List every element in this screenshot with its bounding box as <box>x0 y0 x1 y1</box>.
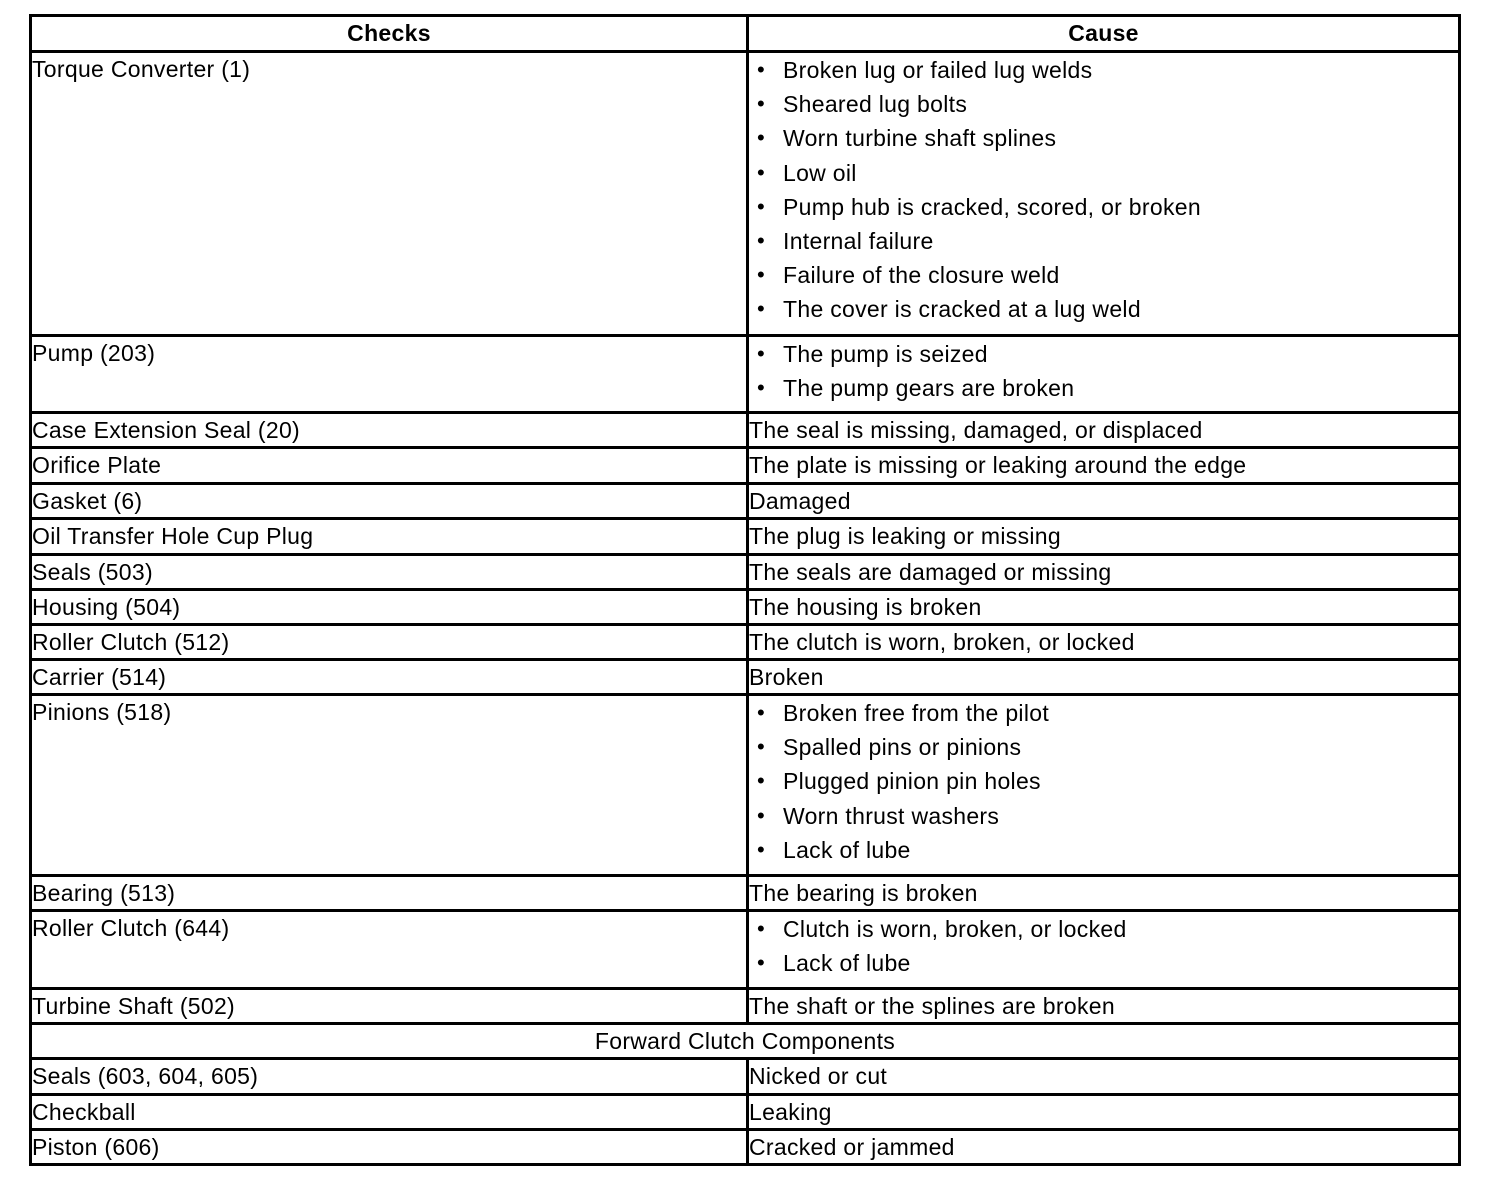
check-cell: Turbine Shaft (502) <box>31 989 748 1024</box>
cause-cell: The housing is broken <box>748 590 1460 625</box>
check-cell: Carrier (514) <box>31 660 748 695</box>
table-row <box>31 1130 1460 1165</box>
cause-cell: Leaking <box>748 1095 1460 1130</box>
check-cell: Oil Transfer Hole Cup Plug <box>31 519 748 555</box>
check-cell: Roller Clutch (512) <box>31 625 748 660</box>
table-row <box>31 911 1460 989</box>
check-cell: Piston (606) <box>31 1130 748 1165</box>
cause-bullet-list <box>749 337 1458 405</box>
check-cell: Roller Clutch (644) <box>31 911 748 989</box>
cause-cell: Broken <box>748 660 1460 695</box>
cause-list-item: • Failure of the closure weld <box>783 258 1458 292</box>
check-cell: Seals (603, 604, 605) <box>31 1059 748 1095</box>
cause-list-item: • Broken lug or failed lug welds <box>783 53 1458 87</box>
check-cell: Torque Converter (1) <box>31 52 748 336</box>
cause-list-item: • Low oil <box>783 156 1458 190</box>
cause-cell: Cracked or jammed <box>748 1130 1460 1165</box>
cause-list-item: • The pump is seized <box>783 337 1458 371</box>
check-cell: Pump (203) <box>31 336 748 413</box>
cause-list-item: • Clutch is worn, broken, or locked <box>783 912 1458 946</box>
table-row <box>31 660 1460 695</box>
check-cell: Case Extension Seal (20) <box>31 413 748 448</box>
table-row <box>31 695 1460 876</box>
table-row <box>31 876 1460 911</box>
column-header-cause: Cause <box>748 16 1460 52</box>
cause-list-item: • Internal failure <box>783 224 1458 258</box>
cause-cell: The bearing is broken <box>748 876 1460 911</box>
check-cell: Bearing (513) <box>31 876 748 911</box>
cause-cell: Damaged <box>748 484 1460 519</box>
cause-cell: The seals are damaged or missing <box>748 555 1460 590</box>
section-title: Forward Clutch Components <box>31 1024 1460 1059</box>
table-header-row <box>31 16 1460 52</box>
cause-list-item: • Sheared lug bolts <box>783 87 1458 121</box>
table-row <box>31 336 1460 413</box>
checks-cause-table <box>29 14 1461 1166</box>
cause-cell: Nicked or cut <box>748 1059 1460 1095</box>
cause-list-item: • The pump gears are broken <box>783 371 1458 405</box>
check-cell: Checkball <box>31 1095 748 1130</box>
cause-list-item: • Pump hub is cracked, scored, or broken <box>783 190 1458 224</box>
table-row <box>31 519 1460 555</box>
table-row <box>31 590 1460 625</box>
cause-list-cell <box>748 336 1460 413</box>
cause-list-item: • Spalled pins or pinions <box>783 730 1458 764</box>
cause-list-item: • Lack of lube <box>783 946 1458 980</box>
table-row <box>31 413 1460 448</box>
check-cell: Housing (504) <box>31 590 748 625</box>
section-row <box>31 1024 1460 1059</box>
table-row <box>31 1059 1460 1095</box>
cause-list-item: • Broken free from the pilot <box>783 696 1458 730</box>
cause-list-cell <box>748 52 1460 336</box>
table-row <box>31 555 1460 590</box>
cause-list-item: • Worn turbine shaft splines <box>783 121 1458 155</box>
table-row <box>31 52 1460 336</box>
table-row <box>31 448 1460 484</box>
column-header-checks: Checks <box>31 16 748 52</box>
cause-cell: The plate is missing or leaking around the edge <box>748 448 1460 484</box>
cause-cell: The seal is missing, damaged, or displaced <box>748 413 1460 448</box>
check-cell: Orifice Plate <box>31 448 748 484</box>
table-row <box>31 1095 1460 1130</box>
check-cell: Seals (503) <box>31 555 748 590</box>
check-cell: Gasket (6) <box>31 484 748 519</box>
table-row <box>31 989 1460 1024</box>
cause-list-cell <box>748 911 1460 989</box>
cause-cell: The plug is leaking or missing <box>748 519 1460 555</box>
check-cell: Pinions (518) <box>31 695 748 876</box>
cause-list-item: • Worn thrust washers <box>783 799 1458 833</box>
table-row <box>31 625 1460 660</box>
cause-list-cell <box>748 695 1460 876</box>
cause-cell: The clutch is worn, broken, or locked <box>748 625 1460 660</box>
cause-cell: The shaft or the splines are broken <box>748 989 1460 1024</box>
cause-list-item: • Lack of lube <box>783 833 1458 867</box>
table-row <box>31 484 1460 519</box>
cause-bullet-list <box>749 53 1458 327</box>
cause-bullet-list <box>749 912 1458 980</box>
cause-list-item: • Plugged pinion pin holes <box>783 764 1458 798</box>
cause-bullet-list <box>749 696 1458 867</box>
cause-list-item: • The cover is cracked at a lug weld <box>783 292 1458 326</box>
